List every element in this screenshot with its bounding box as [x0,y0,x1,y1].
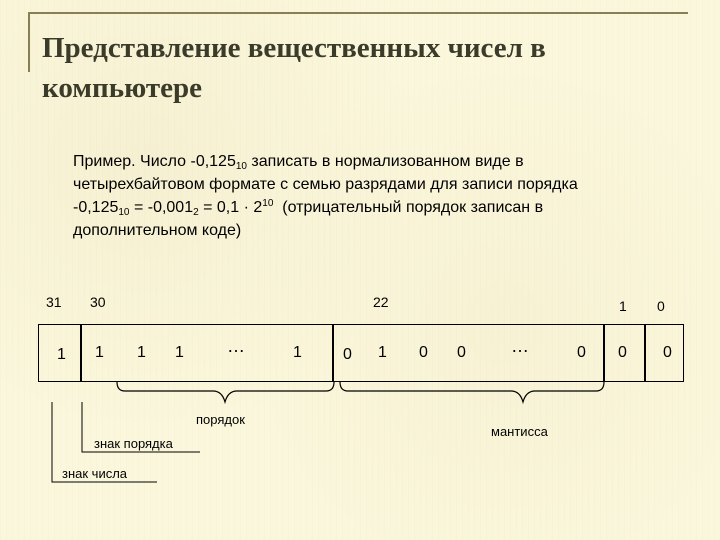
bit-cell: 1 [137,344,146,361]
bit-number-31: 31 [46,294,62,310]
bit-number-0: 0 [657,298,665,314]
bit-cell: 0 [343,346,352,363]
example-line-1-text-end: записать в нормализованном виде в [246,153,524,170]
page-title: Представление вещественных чисел в компьютере [42,32,546,104]
bit-cell: 0 [457,344,466,361]
example-line-3-text: -0,125 [73,199,119,216]
subscript: 10 [235,161,247,172]
example-line-3-text: = 0,1 · 2 [198,199,263,216]
superscript: 10 [262,198,274,209]
bit-cell: 1 [57,346,66,363]
example-line-1-text: Пример. Число -0,125 [73,153,236,170]
order-sign-label: знак порядка [94,436,173,451]
bit-cell: 1 [378,344,387,361]
subscript: 10 [118,207,130,218]
order-brace [117,382,334,402]
subscript: 2 [193,207,199,218]
bit-number-1: 1 [619,298,627,314]
bit-cell: 0 [663,344,672,361]
bit-cell: 0 [618,344,627,361]
mantissa-brace [340,382,604,402]
bit-cell: 0 [577,344,586,361]
ellipsis: … [227,336,246,356]
bit-cell: 1 [175,344,184,361]
bit-cell: 0 [419,344,428,361]
example-line-2: четырехбайтовом формате с семью разрядами для записи порядка [73,176,578,193]
bit-number-22: 22 [373,294,389,310]
example-line-3-text: (отрицательный порядок записан в [273,199,544,216]
bit-cell: 1 [293,344,302,361]
number-sign-label: знак числа [62,466,128,481]
example-line-3-text: = -0,001 [129,199,194,216]
order-label: порядок [196,412,245,427]
ellipsis: … [511,336,530,356]
bit-number-30: 30 [90,294,106,310]
mantissa-label: мантисса [491,424,548,439]
bit-cell: 1 [95,344,104,361]
example-line-4: дополнительном коде) [73,222,242,239]
